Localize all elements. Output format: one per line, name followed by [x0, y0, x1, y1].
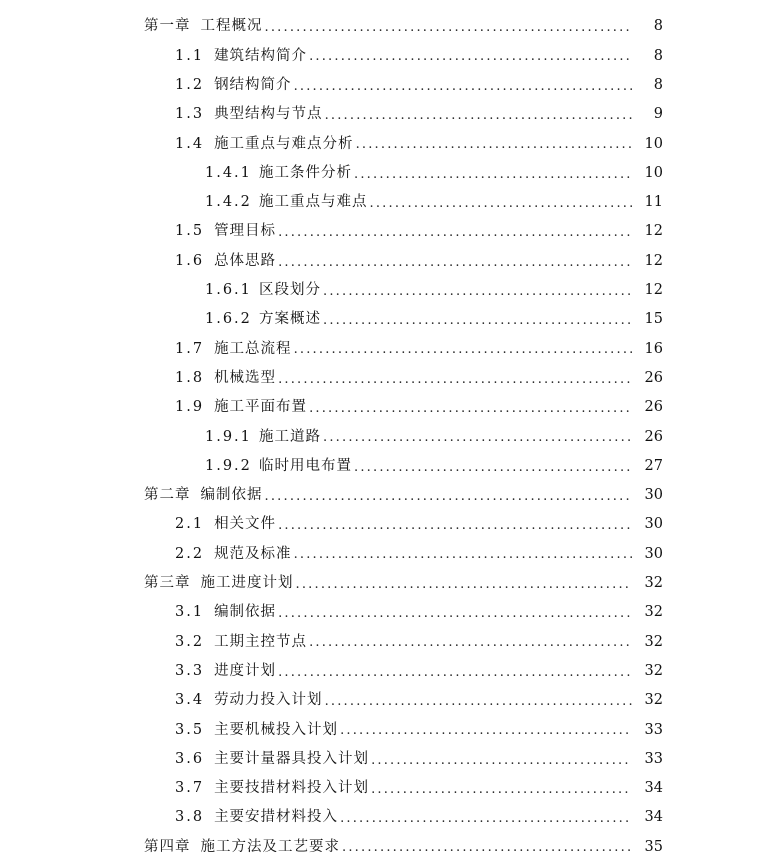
toc-entry-number: 第四章: [144, 838, 191, 855]
toc-entry[interactable]: [0, 686, 772, 715]
toc-entry-title: 主要安措材料投入: [214, 809, 339, 826]
toc-entry-page-number: 8: [653, 47, 663, 64]
dot-leader: [278, 519, 632, 532]
toc-entry-page-number: 11: [644, 194, 663, 211]
toc-entry-title: 工期主控节点: [214, 633, 308, 650]
toc-entry[interactable]: [0, 129, 772, 158]
toc-entry-title: 典型结构与节点: [214, 106, 323, 123]
toc-entry-title: 劳动力投入计划: [214, 692, 323, 709]
toc-entry-title: 规范及标准: [214, 545, 292, 562]
toc-entry[interactable]: [0, 627, 772, 656]
toc-entry-number: 1.3: [175, 106, 205, 123]
toc-entry-page-number: 12: [644, 223, 663, 240]
dot-leader: [371, 754, 632, 767]
toc-entry[interactable]: [0, 188, 772, 217]
dot-leader: [323, 431, 632, 444]
toc-entry-title: 进度计划: [214, 662, 277, 679]
toc-entry[interactable]: [0, 158, 772, 187]
toc-entry-title: 施工条件分析: [259, 164, 352, 181]
toc-entry[interactable]: [0, 715, 772, 744]
toc-entry-number: 1.4.1: [205, 164, 252, 181]
dot-leader: [342, 841, 632, 854]
dot-leader: [309, 50, 632, 63]
dot-leader: [278, 666, 632, 679]
dot-leader: [296, 578, 633, 591]
dot-leader: [278, 373, 632, 386]
toc-entry[interactable]: [0, 481, 772, 510]
toc-entry[interactable]: [0, 451, 772, 480]
toc-entry-page-number: 16: [644, 340, 663, 357]
dot-leader: [294, 343, 632, 356]
toc-entry-number: 1.6.1: [205, 282, 252, 299]
toc-entry-page-number: 9: [653, 106, 663, 123]
dot-leader: [323, 314, 632, 327]
toc-entry-page-number: 26: [644, 399, 663, 416]
toc-entry-page-number: 26: [644, 428, 663, 445]
toc-entry[interactable]: [0, 422, 772, 451]
toc-entry[interactable]: [0, 774, 772, 803]
dot-leader: [354, 461, 632, 474]
toc-entry-page-number: 32: [644, 575, 663, 592]
dot-leader: [278, 256, 632, 269]
toc-entry-title: 施工平面布置: [214, 399, 308, 416]
toc-entry-page-number: 8: [653, 18, 663, 35]
toc-entry-number: 2.1: [175, 516, 205, 533]
toc-entry-number: 1.9.1: [205, 428, 252, 445]
toc-entry-number: 2.2: [175, 545, 205, 562]
toc-entry-page-number: 15: [644, 311, 663, 328]
toc-entry-number: 1.6: [175, 252, 205, 269]
toc-entry-page-number: 35: [644, 838, 663, 855]
dot-leader: [265, 490, 633, 503]
toc-entry[interactable]: [0, 803, 772, 832]
toc-entry-number: 1.2: [175, 76, 205, 93]
toc-entry-title: 临时用电布置: [259, 457, 352, 474]
toc-entry-title: 区段划分: [259, 282, 321, 299]
toc-entry-title: 总体思路: [214, 252, 277, 269]
toc-entry[interactable]: [0, 305, 772, 334]
toc-entry-title: 施工重点与难点分析: [214, 135, 354, 152]
toc-entry-title: 工程概况: [200, 18, 263, 35]
dot-leader: [265, 21, 633, 34]
toc-entry-number: 3.8: [175, 809, 205, 826]
toc-entry-title: 主要技措材料投入计划: [214, 780, 370, 797]
dot-leader: [325, 695, 632, 708]
toc-entry[interactable]: [0, 41, 772, 70]
toc-entry-number: 第二章: [144, 487, 191, 504]
toc-entry[interactable]: [0, 569, 772, 598]
toc-entry-page-number: 34: [644, 780, 663, 797]
dot-leader: [340, 724, 632, 737]
toc-entry-page-number: 26: [644, 369, 663, 386]
toc-entry[interactable]: [0, 246, 772, 275]
toc-entry-number: 1.9.2: [205, 457, 252, 474]
toc-entry[interactable]: [0, 539, 772, 568]
toc-entry-title: 施工进度计划: [200, 575, 294, 592]
toc-entry-title: 机械选型: [214, 369, 277, 386]
toc-entry[interactable]: [0, 217, 772, 246]
toc-entry-title: 施工重点与难点: [259, 194, 368, 211]
toc-entry-page-number: 32: [644, 633, 663, 650]
toc-entry-page-number: 10: [644, 135, 663, 152]
toc-entry-page-number: 30: [644, 487, 663, 504]
toc-entry-number: 第三章: [144, 575, 191, 592]
toc-entry-number: 1.4.2: [205, 194, 252, 211]
dot-leader: [294, 548, 632, 561]
toc-entry-number: 第一章: [144, 18, 191, 35]
toc-entry-page-number: 12: [644, 252, 663, 269]
toc-entry-title: 钢结构简介: [214, 76, 292, 93]
toc-entry-number: 3.3: [175, 662, 205, 679]
toc-entry-title: 相关文件: [214, 516, 277, 533]
toc-entry-title: 施工总流程: [214, 340, 292, 357]
table-of-contents: [0, 12, 772, 862]
toc-entry-title: 编制依据: [200, 487, 263, 504]
toc-entry-title: 建筑结构简介: [214, 47, 308, 64]
toc-entry-number: 1.6.2: [205, 311, 252, 328]
toc-entry-page-number: 12: [644, 282, 663, 299]
toc-entry-number: 3.2: [175, 633, 205, 650]
toc-entry-number: 3.4: [175, 692, 205, 709]
toc-entry[interactable]: [0, 100, 772, 129]
toc-entry-title: 施工道路: [259, 428, 321, 445]
dot-leader: [278, 226, 632, 239]
toc-entry[interactable]: [0, 510, 772, 539]
toc-entry-number: 3.1: [175, 604, 205, 621]
toc-entry[interactable]: [0, 276, 772, 305]
toc-entry[interactable]: [0, 393, 772, 422]
toc-entry[interactable]: [0, 12, 772, 41]
dot-leader: [340, 812, 632, 825]
toc-entry[interactable]: [0, 598, 772, 627]
toc-entry-page-number: 10: [644, 164, 663, 181]
dot-leader: [323, 285, 632, 298]
dot-leader: [294, 80, 632, 93]
toc-entry-page-number: 33: [644, 721, 663, 738]
toc-entry-title: 主要机械投入计划: [214, 721, 339, 738]
toc-entry-page-number: 33: [644, 750, 663, 767]
dot-leader: [354, 168, 632, 181]
dot-leader: [309, 636, 632, 649]
dot-leader: [356, 138, 632, 151]
dot-leader: [325, 109, 632, 122]
toc-entry[interactable]: [0, 334, 772, 363]
toc-entry-number: 1.9: [175, 399, 205, 416]
toc-entry-number: 3.7: [175, 780, 205, 797]
dot-leader: [371, 783, 632, 796]
toc-entry-page-number: 34: [644, 809, 663, 826]
toc-entry-page-number: 8: [653, 76, 663, 93]
toc-entry-number: 3.5: [175, 721, 205, 738]
toc-entry-number: 3.6: [175, 750, 205, 767]
toc-entry-number: 1.8: [175, 369, 205, 386]
toc-entry-number: 1.5: [175, 223, 205, 240]
toc-entry-number: 1.4: [175, 135, 205, 152]
toc-entry-page-number: 30: [644, 545, 663, 562]
toc-entry-page-number: 32: [644, 662, 663, 679]
toc-entry[interactable]: [0, 832, 772, 861]
dot-leader: [309, 402, 632, 415]
toc-entry-number: 1.7: [175, 340, 205, 357]
dot-leader: [278, 607, 632, 620]
toc-entry-number: 1.1: [175, 47, 205, 64]
dot-leader: [370, 197, 633, 210]
toc-entry-page-number: 32: [644, 604, 663, 621]
toc-entry-page-number: 30: [644, 516, 663, 533]
toc-entry-title: 管理目标: [214, 223, 277, 240]
toc-entry-page-number: 32: [644, 692, 663, 709]
toc-entry-page-number: 27: [644, 457, 663, 474]
toc-entry[interactable]: [0, 364, 772, 393]
toc-entry-title: 主要计量器具投入计划: [214, 750, 370, 767]
toc-entry[interactable]: [0, 744, 772, 773]
toc-entry[interactable]: [0, 71, 772, 100]
toc-entry-title: 施工方法及工艺要求: [200, 838, 340, 855]
toc-entry-title: 方案概述: [259, 311, 321, 328]
toc-entry[interactable]: [0, 657, 772, 686]
toc-entry-title: 编制依据: [214, 604, 277, 621]
